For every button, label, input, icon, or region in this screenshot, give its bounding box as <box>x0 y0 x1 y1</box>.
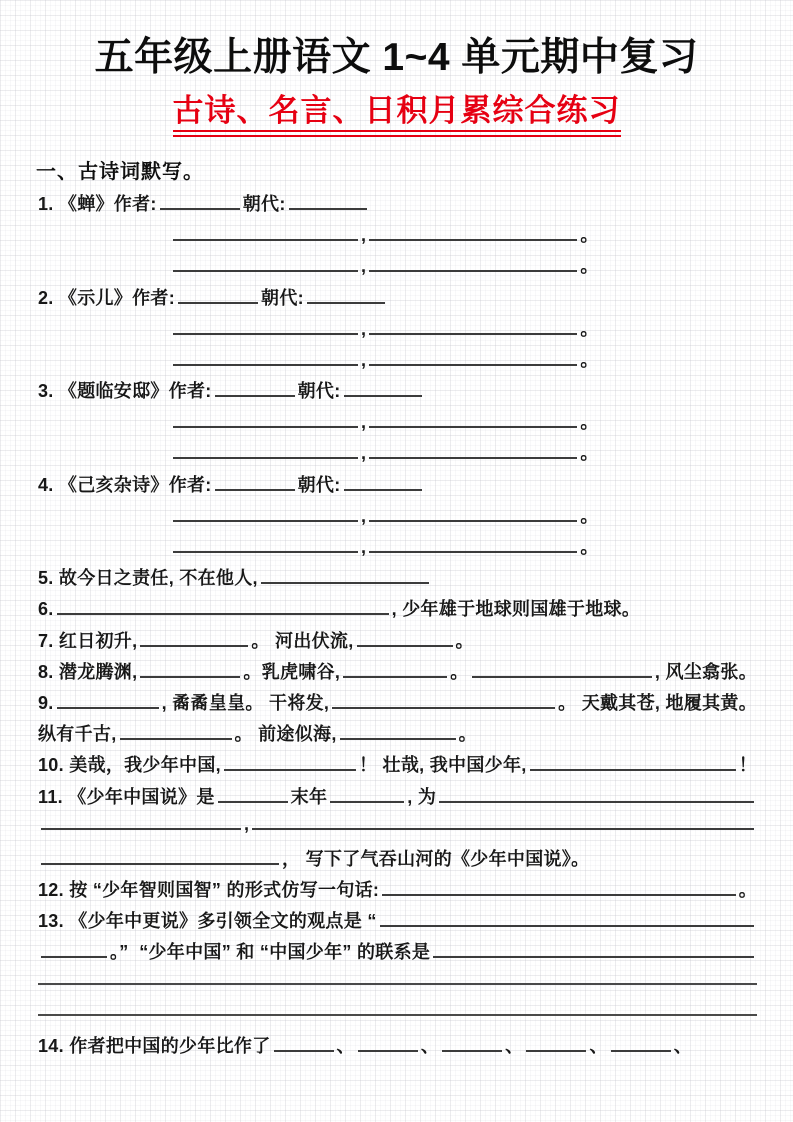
fill-blank <box>173 507 358 522</box>
line-text: 14. 作者把中国的少年比作了 <box>38 1036 271 1056</box>
line-text: , <box>361 349 367 370</box>
line-text: 6. <box>38 599 54 620</box>
line-text: 朝代: <box>261 287 304 308</box>
line-text: 、 <box>673 1036 693 1056</box>
worksheet-line <box>38 938 757 969</box>
line-text: , <box>361 412 367 433</box>
fill-blank <box>57 600 389 615</box>
line-text: 纵有千古, <box>38 724 117 745</box>
line-text: 。 <box>580 412 599 433</box>
worksheet-line <box>38 970 757 1001</box>
fill-blank <box>57 694 159 709</box>
fill-blank <box>530 756 736 771</box>
fill-blank <box>173 538 358 553</box>
fill-blank <box>173 444 358 459</box>
fill-blank <box>307 289 385 304</box>
fill-blank <box>41 943 107 958</box>
line-text: , 风尘翕张。 <box>654 661 757 682</box>
fill-blank <box>369 257 577 272</box>
worksheet-line <box>38 814 757 845</box>
worksheet-line <box>38 408 757 439</box>
worksheet-line <box>38 876 757 907</box>
worksheet-line <box>38 564 757 595</box>
fill-blank <box>215 382 295 397</box>
fill-blank <box>173 320 358 335</box>
fill-blank <box>369 507 577 522</box>
fill-blank <box>330 788 404 803</box>
line-text: 10. 美哉，我少年中国, <box>38 755 221 776</box>
fill-blank <box>160 195 240 210</box>
worksheet-line <box>38 845 757 876</box>
line-text: ！ 壮哉, 我中国少年, <box>358 755 527 776</box>
worksheet-line <box>38 720 757 751</box>
line-text: 。乳虎啸谷, <box>243 661 341 682</box>
worksheet-line <box>38 252 757 283</box>
fill-blank <box>252 815 754 830</box>
fill-blank <box>369 444 577 459</box>
fill-blank <box>439 788 754 803</box>
fill-blank <box>369 413 577 428</box>
worksheet-line <box>38 689 757 720</box>
fill-blank <box>358 1037 418 1052</box>
fill-blank <box>178 289 258 304</box>
worksheet-line <box>38 1001 757 1032</box>
line-text: , <box>361 537 367 557</box>
fill-blank <box>343 663 447 678</box>
fill-blank <box>369 320 577 335</box>
line-text: 12. 按 “少年智则国智” 的形式仿写一句话: <box>38 880 380 901</box>
fill-blank <box>340 725 456 740</box>
line-text: 5. 故今日之责任, 不在他人, <box>38 568 258 589</box>
page-title: 五年级上册语文 1~4 单元期中复习 <box>94 36 699 79</box>
line-text: 。 <box>580 256 599 277</box>
line-text: 7. 红日初升, <box>38 630 138 651</box>
line-text: 、 <box>505 1036 524 1056</box>
worksheet-line <box>38 377 757 408</box>
line-text: 3. 《题临安邸》作者: <box>38 381 212 402</box>
worksheet-line <box>38 533 757 564</box>
fill-blank <box>369 351 577 366</box>
line-text: 朝代: <box>297 381 341 402</box>
worksheet-line <box>38 1032 757 1063</box>
fill-blank <box>472 663 652 678</box>
line-text: 末年 <box>290 786 328 807</box>
worksheet-line <box>38 627 757 658</box>
fill-blank <box>380 912 754 927</box>
fill-blank <box>218 788 288 803</box>
line-text: 。 <box>580 225 599 246</box>
line-text: , 少年雄于地球则国雄于地球。 <box>391 599 641 620</box>
section-heading: 一、古诗词默写。 <box>36 160 204 183</box>
subtitle-wrap <box>0 94 793 137</box>
line-text: 。 <box>580 537 599 557</box>
line-text: , <box>244 813 250 834</box>
line-text: 。 河出伏流, <box>251 630 354 651</box>
fill-blank <box>611 1037 671 1052</box>
line-text: 11. 《少年中国说》是 <box>38 786 215 807</box>
line-text: 、 <box>336 1036 355 1056</box>
fill-blank <box>442 1037 502 1052</box>
worksheet-line <box>38 221 757 252</box>
line-text: , 为 <box>407 786 437 807</box>
line-text: 、 <box>589 1036 608 1056</box>
fill-blank <box>332 694 555 709</box>
fill-blank <box>344 382 422 397</box>
line-text: ， 写下了气吞山河的《少年中国说》。 <box>282 848 590 869</box>
line-text: , <box>361 443 367 464</box>
fill-blank <box>382 881 735 896</box>
line-text: 。 天戴其苍, 地履其黄。 <box>558 692 757 713</box>
line-text: 。 <box>580 505 599 526</box>
fill-blank <box>38 970 757 985</box>
line-text: 。” “少年中国” 和 “中国少年” 的联系是 <box>110 942 431 963</box>
fill-blank <box>274 1037 334 1052</box>
worksheet-line <box>38 346 757 377</box>
worksheet-line <box>38 439 757 470</box>
line-text: 朝代: <box>242 193 286 214</box>
worksheet-lines <box>38 190 757 1063</box>
fill-blank <box>140 663 240 678</box>
line-text: 。 <box>580 443 599 464</box>
line-text: 朝代: <box>297 474 341 495</box>
worksheet-line <box>38 502 757 533</box>
line-text: 。 <box>455 630 474 651</box>
line-text: , <box>361 225 367 246</box>
worksheet-line <box>38 190 757 221</box>
worksheet-line <box>38 315 757 346</box>
line-text: , <box>361 256 367 277</box>
fill-blank <box>215 476 295 491</box>
line-text: 。 <box>580 318 599 339</box>
line-text: ！ <box>738 755 757 776</box>
fill-blank <box>173 351 358 366</box>
fill-blank <box>173 226 358 241</box>
fill-blank <box>41 850 279 865</box>
worksheet-line <box>38 783 757 814</box>
line-text: 。 前途似海, <box>234 724 337 745</box>
fill-blank <box>344 476 422 491</box>
fill-blank <box>433 943 754 958</box>
worksheet-line <box>38 595 757 626</box>
line-text: 、 <box>420 1036 440 1056</box>
worksheet-line <box>38 907 757 938</box>
fill-blank <box>140 632 248 647</box>
fill-blank <box>41 815 241 830</box>
line-text: 2. 《示儿》作者: <box>38 287 176 308</box>
fill-blank <box>357 632 453 647</box>
worksheet-line <box>38 658 757 689</box>
fill-blank <box>369 538 577 553</box>
line-text: 4. 《己亥杂诗》作者: <box>38 474 212 495</box>
line-text: 。 <box>450 661 469 682</box>
fill-blank <box>369 226 577 241</box>
fill-blank <box>173 413 358 428</box>
worksheet-line <box>38 751 757 782</box>
fill-blank <box>224 756 356 771</box>
fill-blank <box>289 195 367 210</box>
worksheet-line <box>38 284 757 315</box>
line-text: 8. 潜龙腾渊, <box>38 661 138 682</box>
page-subtitle: 古诗、名言、日积月累综合练习 <box>173 94 621 137</box>
fill-blank <box>173 257 358 272</box>
line-text: 9. <box>38 692 54 713</box>
worksheet-line <box>38 471 757 502</box>
fill-blank <box>38 1001 757 1016</box>
worksheet-header <box>0 36 793 137</box>
fill-blank <box>120 725 232 740</box>
line-text: 。 <box>738 880 757 901</box>
line-text: 。 <box>458 724 477 745</box>
fill-blank <box>261 569 429 584</box>
line-text: 13. 《少年中更说》多引领全文的观点是 “ <box>38 911 377 932</box>
fill-blank <box>526 1037 586 1052</box>
line-text: 。 <box>580 349 599 370</box>
line-text: , <box>361 505 367 526</box>
line-text: , 矞矞皇皇。 干将发, <box>161 692 330 713</box>
line-text: 1. 《蝉》作者: <box>38 193 157 214</box>
line-text: , <box>361 318 367 339</box>
